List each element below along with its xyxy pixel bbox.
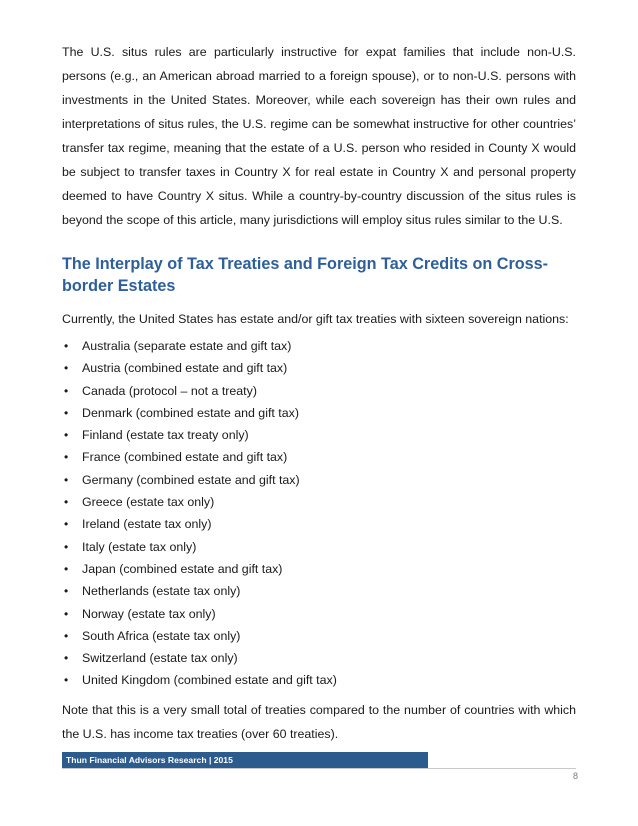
- list-item: [62, 357, 576, 379]
- list-item: [62, 491, 576, 513]
- bullet-icon: •: [64, 383, 69, 398]
- list-item: [62, 558, 576, 580]
- bullet-icon: •: [64, 673, 69, 688]
- list-item-text: Australia (separate estate and gift tax): [82, 339, 292, 353]
- list-item: [62, 469, 576, 491]
- list-item-text: Netherlands (estate tax only): [82, 584, 241, 599]
- bullet-icon: •: [64, 651, 69, 666]
- list-item: [62, 335, 576, 357]
- list-item-text: United Kingdom (combined estate and gift tax): [82, 673, 337, 688]
- bullet-icon: •: [64, 428, 69, 443]
- list-item: [62, 513, 576, 535]
- section-heading: The Interplay of Tax Treaties and Foreign Tax Credits on Cross-border Estates: [62, 255, 549, 295]
- bullet-icon: •: [64, 495, 69, 510]
- list-item-text: Denmark (combined estate and gift tax): [82, 405, 299, 420]
- page-content: [62, 40, 576, 746]
- footer-divider: [62, 768, 576, 769]
- list-item: [62, 647, 576, 669]
- bullet-icon: •: [64, 606, 69, 621]
- list-item: [62, 380, 576, 402]
- list-item-text: Switzerland (estate tax only): [82, 651, 238, 666]
- list-item-text: Japan (combined estate and gift tax): [82, 561, 283, 576]
- list-item: [62, 625, 576, 647]
- list-item-text: Italy (estate tax only): [82, 539, 197, 554]
- bullet-icon: •: [64, 628, 69, 643]
- list-item-text: Austria (combined estate and gift tax): [82, 361, 288, 376]
- list-item-text: Germany (combined estate and gift tax): [82, 472, 300, 487]
- list-item: [62, 669, 576, 691]
- page-number: 8: [572, 771, 578, 781]
- bullet-icon: •: [64, 561, 69, 576]
- list-item-text: Finland (estate tax treaty only): [82, 428, 249, 443]
- treaty-list: [62, 335, 576, 692]
- list-item: [62, 402, 576, 424]
- list-item: [62, 580, 576, 602]
- list-item-text: Ireland (estate tax only): [82, 517, 212, 532]
- footer-banner: Thun Financial Advisors Research | 2015: [62, 752, 428, 768]
- closing-paragraph: Note that this is a very small total of treaties compared to the number of countries with which the U.S. has income tax treaties (over 60 treaties).: [62, 702, 576, 741]
- list-item-text: Greece (estate tax only): [82, 495, 215, 510]
- list-item: [62, 446, 576, 468]
- bullet-icon: •: [64, 361, 69, 376]
- bullet-icon: •: [64, 472, 69, 487]
- list-item-text: France (combined estate and gift tax): [82, 450, 288, 465]
- list-item-text: Norway (estate tax only): [82, 606, 216, 621]
- bullet-icon: •: [64, 584, 69, 599]
- bullet-icon: •: [64, 339, 69, 353]
- list-item-text: Canada (protocol – not a treaty): [82, 383, 257, 398]
- bullet-icon: •: [64, 517, 69, 532]
- bullet-icon: •: [64, 405, 69, 420]
- list-item-text: South Africa (estate tax only): [82, 628, 241, 643]
- list-item: [62, 424, 576, 446]
- list-item: [62, 603, 576, 625]
- bullet-icon: •: [64, 539, 69, 554]
- body-paragraph: The U.S. situs rules are particularly instructive for expat families that include non-U.S. persons (e.g., an American abroad married to a foreign spouse), or to non-U.S. persons with investments in the United States. Moreover, while each sovereign has their own rules and interpretations of situs rules, the U.S. regime can be somewhat instructive for other countries’ transfer tax regime, meaning that the estate of a U.S. person who resided in County X would be subject to transfer taxes in Country X for real estate in Country X and personal property deemed to have Country X situs. While a country-by-country discussion of the situs rules is beyond the scope of this article, many jurisdictions will employ situs rules similar to the U.S.: [62, 45, 576, 227]
- bullet-icon: •: [64, 450, 69, 465]
- list-item: [62, 536, 576, 558]
- intro-paragraph: Currently, the United States has estate and/or gift tax treaties with sixteen sovereign nations:: [62, 312, 569, 326]
